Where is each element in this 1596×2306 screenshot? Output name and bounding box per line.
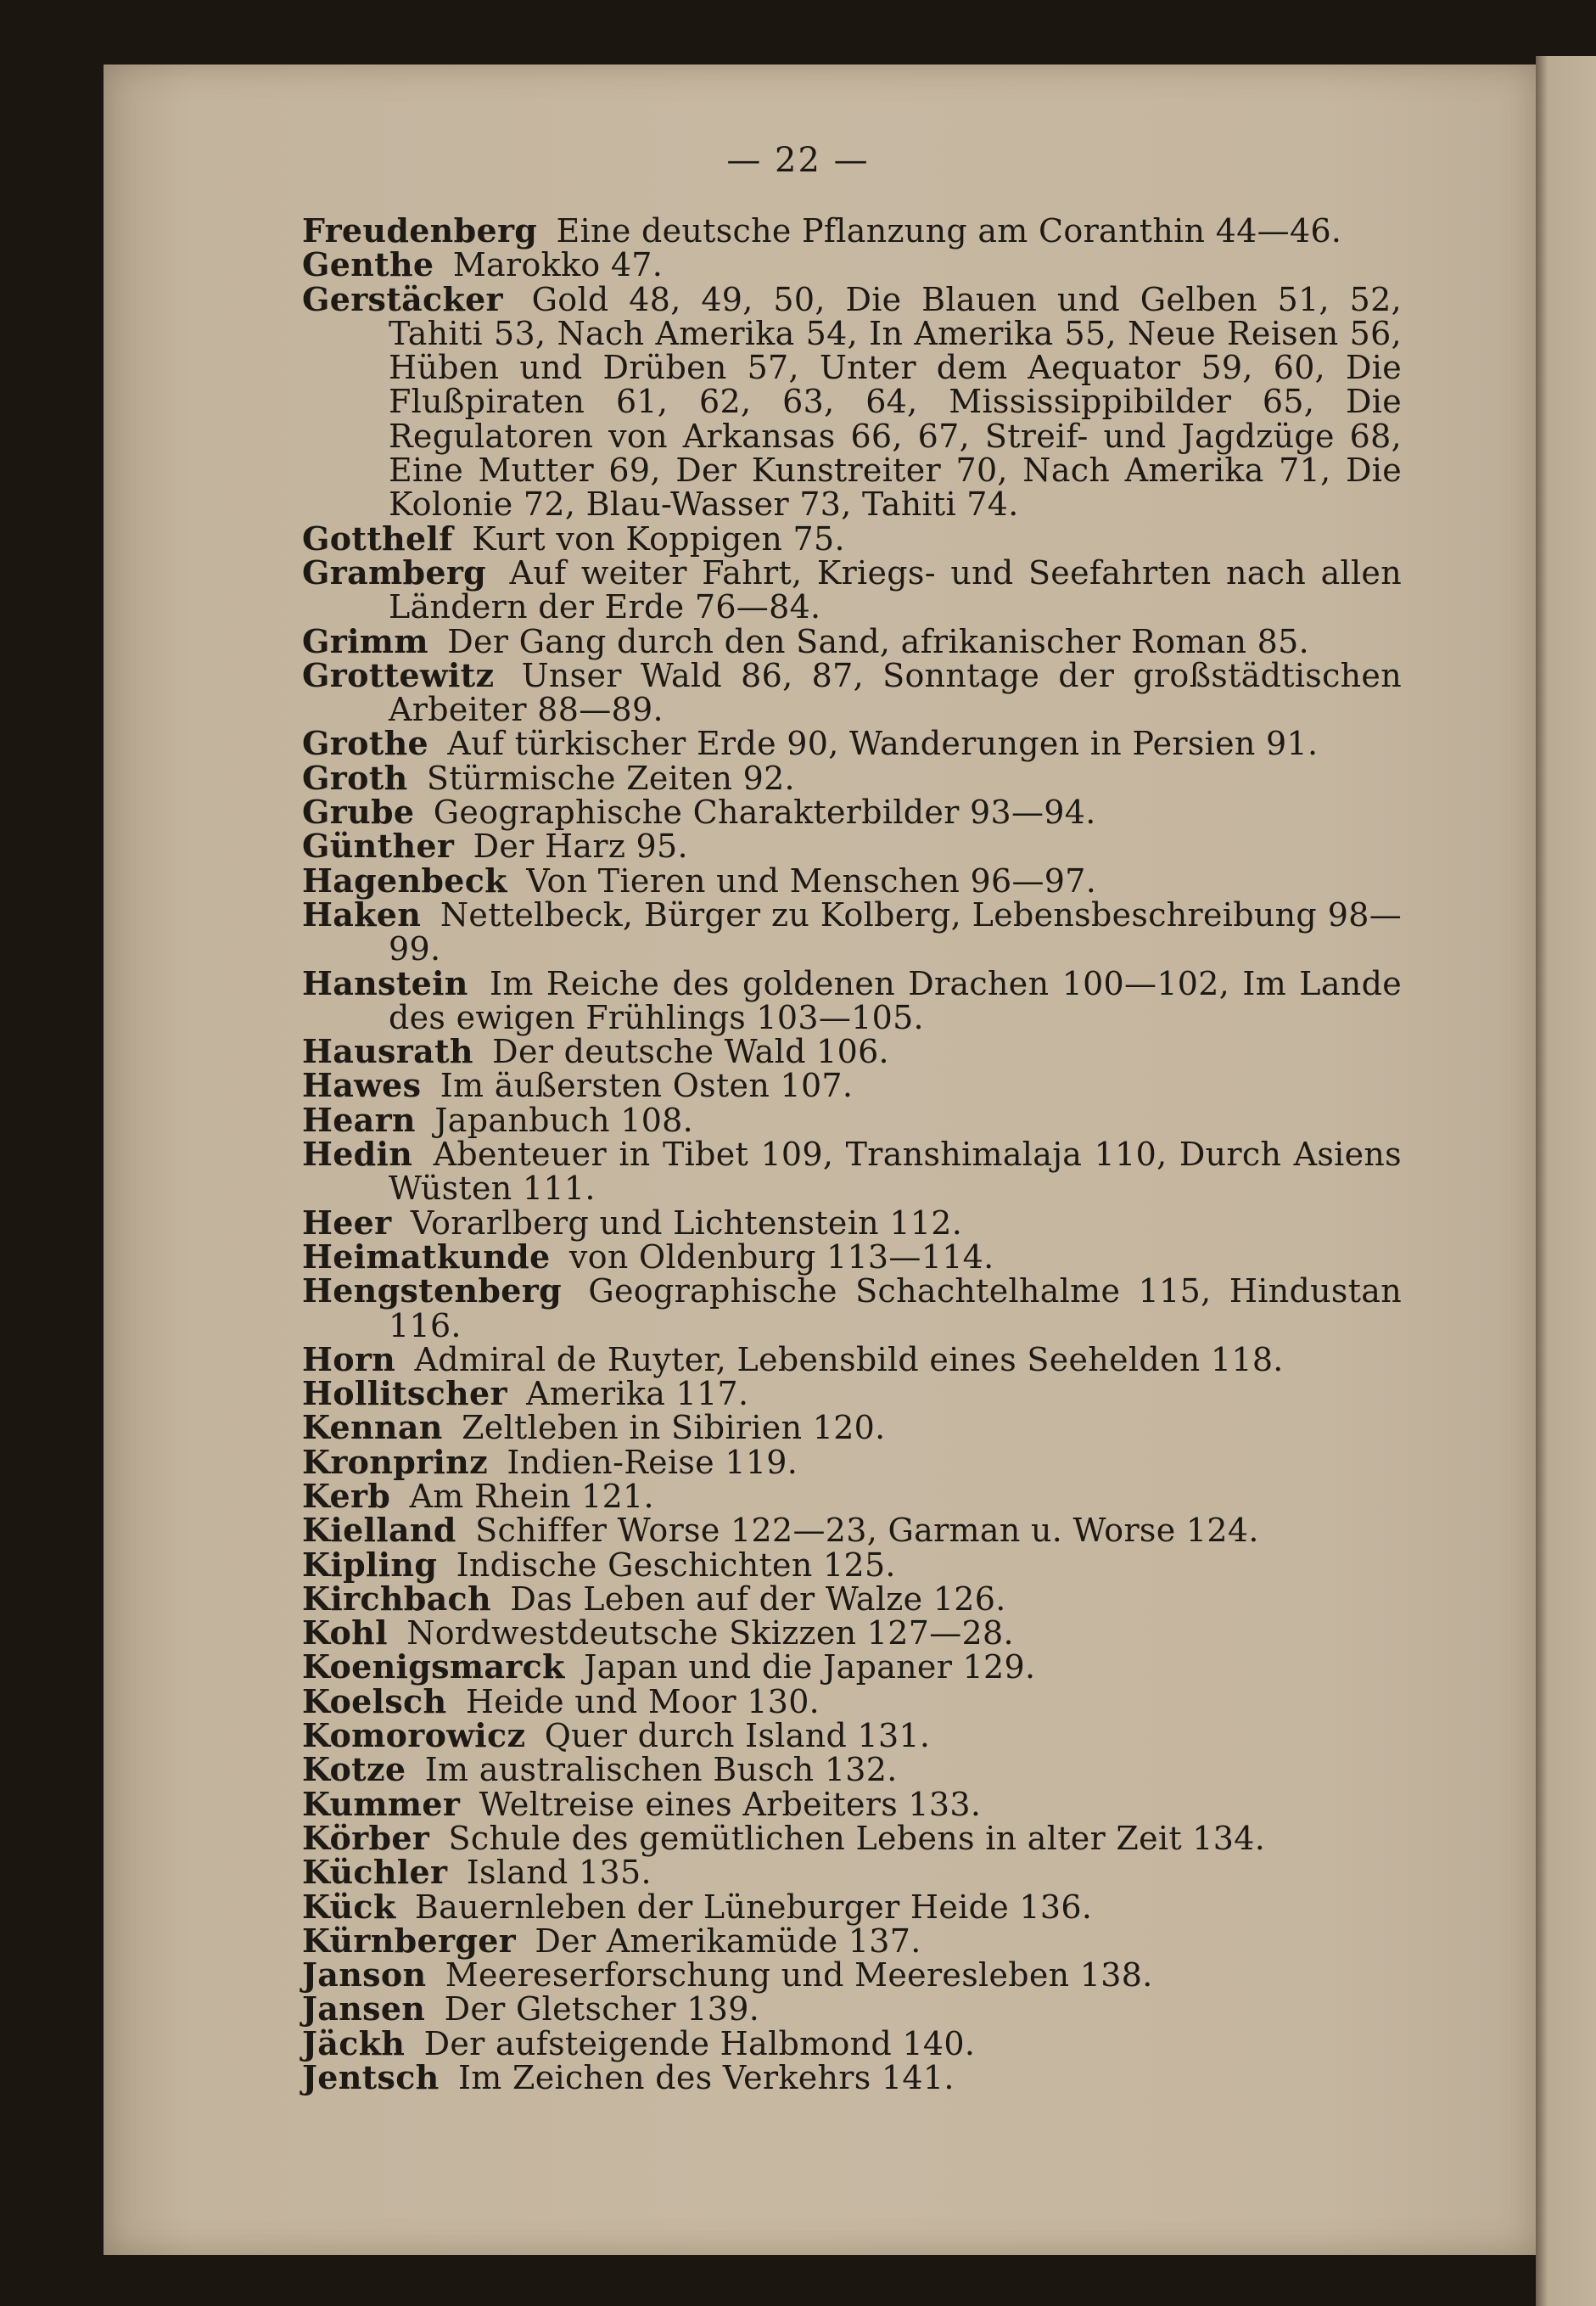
- list-item: [302, 519, 1402, 558]
- list-item: [302, 827, 1402, 866]
- list-item: [302, 1887, 1402, 1926]
- list-item: [302, 1476, 1402, 1515]
- entry-author: Küchler: [302, 1853, 448, 1892]
- entry-author: Kürnberger: [302, 1921, 517, 1960]
- entry-author: Kronprinz: [302, 1442, 488, 1481]
- entry-titles: Schiffer Worse 122—23, Garman u. Worse 124.: [475, 1512, 1259, 1550]
- page-number: — 22 —: [726, 141, 870, 180]
- entry-titles: Island 135.: [466, 1854, 652, 1892]
- list-item: [302, 1339, 1402, 1378]
- entry-titles: Marokko 47.: [452, 246, 664, 284]
- entry-author: Jentsch: [302, 2058, 440, 2097]
- entry-titles: Indische Geschichten 125.: [456, 1546, 896, 1584]
- entry-titles: Quer durch Island 131.: [544, 1717, 931, 1755]
- entry-titles: Geographische Schachtelhalme 115, Hindustan 116.: [389, 1272, 1402, 1344]
- entry-author: Hearn: [302, 1100, 416, 1139]
- list-item: [302, 279, 1402, 524]
- entry-titles: Eine deutsche Pflanzung am Coranthin 44—46.: [556, 212, 1342, 250]
- list-item: [302, 1545, 1402, 1584]
- list-item: [302, 793, 1402, 832]
- entry-titles: Der aufsteigende Halbmond 140.: [423, 2024, 976, 2062]
- entry-author: Groth: [302, 758, 408, 797]
- entry-titles: Gold 48, 49, 50, Die Blauen und Gelben 51, 52, Tahiti 53, Nach Amerika 54, In Amerika 55, Neue Reisen 56, Hüben und Drüben 57, Unter dem Aequator 59, 60, Die Flußpiraten 61, 62, 63, 64, Mississippibilder 65, Die Regulatoren von Arkansas 66, 67, Streif- und Jagdzüge 68, Eine Mutter 69, Der Kunstreiter 70, Nach Amerika 71, Die Kolonie 72, Blau-Wasser 73, Tahiti 74.: [389, 280, 1402, 524]
- list-item: [302, 621, 1402, 660]
- list-item: [302, 1818, 1402, 1857]
- entry-author: Gerstäcker: [302, 279, 503, 318]
- list-item: [302, 1921, 1402, 1960]
- list-item: [302, 1137, 1402, 1206]
- entry-author: Komorowicz: [302, 1716, 526, 1755]
- entry-author: Horn: [302, 1339, 396, 1378]
- entry-titles: Admiral de Ruyter, Lebensbild eines Seehelden 118.: [414, 1340, 1284, 1378]
- entry-titles: Der deutsche Wald 106.: [492, 1033, 889, 1071]
- list-item: [302, 861, 1402, 900]
- list-item: [302, 1271, 1402, 1344]
- entry-author: Kerb: [302, 1476, 391, 1515]
- entry-titles: Geographische Charakterbilder 93—94.: [433, 794, 1096, 832]
- entry-titles: Meereserforschung und Meeresleben 138.: [445, 1956, 1153, 1995]
- entry-titles: Weltreise eines Arbeiters 133.: [479, 1785, 982, 1823]
- entry-author: Heer: [302, 1203, 392, 1242]
- entry-author: Koelsch: [302, 1681, 447, 1720]
- entry-author: Kummer: [302, 1784, 461, 1823]
- entry-titles: Unser Wald 86, 87, Sonntage der großstädtischen Arbeiter 88—89.: [389, 656, 1402, 729]
- entry-titles: Schule des gemütlichen Lebens in alter Zeit 134.: [448, 1819, 1266, 1857]
- list-item: [302, 1203, 1402, 1242]
- bibliography-list: [302, 211, 1402, 2097]
- list-item: [302, 1853, 1402, 1892]
- entry-author: Grothe: [302, 724, 428, 763]
- list-item: [302, 1784, 1402, 1823]
- entry-author: Körber: [302, 1818, 430, 1857]
- entry-titles: Der Amerikamüde 137.: [535, 1922, 921, 1960]
- entry-author: Gotthelf: [302, 519, 453, 558]
- entry-author: Freudenberg: [302, 211, 538, 250]
- entry-titles: Vorarlberg und Lichtenstein 112.: [410, 1203, 963, 1242]
- entry-titles: Der Harz 95.: [473, 828, 688, 866]
- entry-titles: Im Reiche des goldenen Drachen 100—102, Im Lande des ewigen Frühlings 103—105.: [389, 964, 1402, 1036]
- entry-titles: Am Rhein 121.: [409, 1477, 654, 1515]
- entry-author: Haken: [302, 895, 422, 934]
- entry-titles: Nettelbeck, Bürger zu Kolberg, Lebensbeschreibung 98—99.: [389, 895, 1402, 968]
- entry-author: Koenigsmarck: [302, 1647, 565, 1686]
- entry-titles: Im Zeichen des Verkehrs 141.: [458, 2059, 955, 2097]
- entry-titles: Bauernleben der Lüneburger Heide 136.: [414, 1888, 1093, 1926]
- list-item: [302, 1613, 1402, 1652]
- entry-author: Hawes: [302, 1066, 422, 1105]
- list-item: [302, 724, 1402, 763]
- entry-author: Kotze: [302, 1750, 406, 1789]
- list-item: [302, 245, 1402, 284]
- list-item: [302, 1408, 1402, 1447]
- entry-author: Hedin: [302, 1135, 413, 1174]
- entry-author: Hanstein: [302, 963, 468, 1002]
- list-item: [302, 895, 1402, 968]
- entry-author: Hagenbeck: [302, 861, 507, 900]
- entry-author: Grube: [302, 793, 415, 832]
- list-item: [302, 2023, 1402, 2062]
- list-item: [302, 1066, 1402, 1105]
- entry-author: Günther: [302, 827, 455, 866]
- entry-titles: Von Tieren und Menschen 96—97.: [526, 861, 1097, 900]
- entry-author: Heimatkunde: [302, 1237, 551, 1276]
- entry-author: Hausrath: [302, 1032, 473, 1071]
- entry-titles: Der Gang durch den Sand, afrikanischer Roman 85.: [447, 622, 1310, 660]
- entry-author: Jansen: [302, 1989, 426, 2028]
- entry-author: Genthe: [302, 245, 434, 284]
- entry-author: Hollitscher: [302, 1374, 507, 1413]
- list-item: [302, 1032, 1402, 1071]
- list-item: [302, 2058, 1402, 2097]
- entry-titles: Im äußersten Osten 107.: [440, 1067, 854, 1105]
- list-item: [302, 1374, 1402, 1413]
- entry-titles: Japanbuch 108.: [434, 1101, 694, 1139]
- entry-titles: von Oldenburg 113—114.: [568, 1237, 994, 1276]
- list-item: [302, 553, 1402, 626]
- entry-titles: Auf türkischer Erde 90, Wanderungen in Persien 91.: [447, 725, 1319, 763]
- list-item: [302, 1511, 1402, 1550]
- entry-author: Kirchbach: [302, 1579, 491, 1618]
- entry-author: Grimm: [302, 621, 428, 660]
- entry-author: Janson: [302, 1955, 427, 1995]
- entry-titles: Kurt von Koppigen 75.: [472, 519, 845, 558]
- entry-author: Kielland: [302, 1511, 456, 1550]
- list-item: [302, 211, 1402, 250]
- entry-titles: Amerika 117.: [526, 1375, 749, 1413]
- entry-author: Kennan: [302, 1408, 443, 1447]
- entry-author: Kipling: [302, 1545, 438, 1584]
- entry-titles: Abenteuer in Tibet 109, Transhimalaja 110, Durch Asiens Wüsten 111.: [389, 1136, 1402, 1208]
- entry-titles: Indien-Reise 119.: [507, 1443, 798, 1481]
- list-item: [302, 1750, 1402, 1789]
- entry-titles: Der Gletscher 139.: [444, 1990, 760, 2028]
- list-item: [302, 1647, 1402, 1686]
- list-item: [302, 963, 1402, 1036]
- entry-author: Grottewitz: [302, 655, 495, 694]
- adjacent-page-edge: [1536, 56, 1596, 2306]
- list-item: [302, 1716, 1402, 1755]
- list-item: [302, 1989, 1402, 2028]
- list-item: [302, 655, 1402, 729]
- entry-titles: Im australischen Busch 132.: [424, 1751, 898, 1789]
- list-item: [302, 1442, 1402, 1481]
- list-item: [302, 758, 1402, 797]
- entry-titles: Das Leben auf der Walze 126.: [510, 1579, 1006, 1618]
- list-item: [302, 1100, 1402, 1139]
- entry-titles: Nordwestdeutsche Skizzen 127—28.: [406, 1614, 1014, 1652]
- entry-author: Hengstenberg: [302, 1271, 562, 1310]
- entry-author: Jäckh: [302, 2023, 406, 2062]
- entry-titles: Auf weiter Fahrt, Kriegs- und Seefahrten nach allen Ländern der Erde 76—84.: [389, 553, 1402, 626]
- list-item: [302, 1955, 1402, 1995]
- list-item: [302, 1579, 1402, 1618]
- list-item: [302, 1237, 1402, 1276]
- entry-titles: Stürmische Zeiten 92.: [426, 759, 795, 797]
- entry-author: Kück: [302, 1887, 396, 1926]
- entry-author: Gramberg: [302, 553, 487, 592]
- entry-titles: Zeltleben in Sibirien 120.: [462, 1409, 886, 1447]
- entry-author: Kohl: [302, 1613, 388, 1652]
- entry-titles: Heide und Moor 130.: [465, 1682, 820, 1720]
- list-item: [302, 1681, 1402, 1720]
- entry-titles: Japan und die Japaner 129.: [584, 1648, 1036, 1686]
